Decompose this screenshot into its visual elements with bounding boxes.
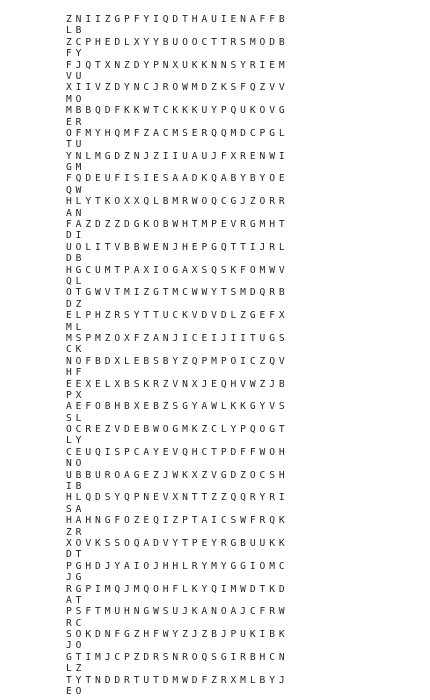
puzzle-row: AN [66,207,86,219]
puzzle-row: JG [66,572,86,584]
puzzle-row: SA [66,503,86,515]
puzzle-row: ZR [66,526,86,538]
puzzle-row: IB [66,481,86,493]
puzzle-row: RGPIMQJMQOHFLKYQIMWDTKD [66,583,289,595]
puzzle-row: LB [66,25,86,37]
puzzle-row: EEXELXBSKRZVNXJEQHVWZJB [66,378,289,390]
puzzle-row: FJQTXNZDYPNXUKKNNSYRIEM [66,59,289,71]
puzzle-row: HF [66,367,86,379]
puzzle-row: QL [66,275,86,287]
puzzle-row: PSFTMUHNGWSUJKANOAJCFRW [66,606,289,618]
puzzle-row: MSPMZOXFZANJICEIJIITUGS [66,332,289,344]
puzzle-row: FY [66,48,86,60]
puzzle-row: MBBQDFKKWTCKKKUYPQUKOVG [66,105,289,117]
puzzle-row: ELPHZRSYTTUCKVDVDLZGEFX [66,310,289,322]
puzzle-row: XOVKSSOQADVYTPEYRGBUUKK [66,537,289,549]
puzzle-row: OCREZVDEBWOGMKZCLYPQOGT [66,424,289,436]
puzzle-row: GM [66,162,86,174]
puzzle-row: RC [66,617,86,629]
puzzle-row: NOFBDXLEBSBYZQPMPOICZQV [66,355,289,367]
puzzle-row: SL [66,412,86,424]
puzzle-row: GTIMJCPZDRSNROQSGIRBHCN [66,651,289,663]
puzzle-row: VU [66,70,86,82]
puzzle-row: HAHNGFOZEQIZPTAICSWFRQK [66,515,289,527]
puzzle-row: DB [66,253,86,265]
puzzle-row: DI [66,230,86,242]
puzzle-row: ML [66,321,86,333]
puzzle-row: AT [66,594,86,606]
puzzle-row: JO [66,640,86,652]
puzzle-row: HLYTKOXXQLBMRWOQCGJZORR [66,196,289,208]
puzzle-row: UOLITVBBWENJHEPGQTTIJRL [66,241,289,253]
puzzle-row: TYTNDDRTUTDMWDFZRXMLBYJ [66,674,289,686]
puzzle-row: UBBUROAGEZJWKXZVGDZOCSH [66,469,289,481]
puzzle-row: QW [66,184,86,196]
puzzle-row: FQDEUFISIESAADKQABYBYOE [66,173,289,185]
puzzle-row: HGCUMTPAXIOGAXSQSKFOMWV [66,264,289,276]
puzzle-row: NO [66,458,86,470]
puzzle-row: OFMYHQMFZACMSERQQMDCPGL [66,127,289,139]
puzzle-row: ZNIIZGPFYIQDTHAUIENAFFB [66,14,289,25]
puzzle-row: FAZDZZDGKOBWHTMPEVRGMHT [66,219,289,231]
puzzle-row: PX [66,389,86,401]
puzzle-row: PGHDJYAIOJHHLRYMYGGIOMC [66,560,289,572]
puzzle-row: TU [66,139,86,151]
puzzle-row: SOKDNFGZHFWYZJZBJPUKIBK [66,629,289,641]
puzzle-row: EO [66,686,86,698]
puzzle-row: HLQDSYQPNEVXNTTZZQQRYRI [66,492,289,504]
puzzle-row: CEUQISPCAYEVQHCTPDFFWOH [66,446,289,458]
puzzle-row: CK [66,344,86,356]
puzzle-row: YNLMGDZNJZIIUAUJFXRENWI [66,150,289,162]
puzzle-row: AEFOBHBXEBZSGYAWLKKGYVS [66,401,289,413]
puzzle-row: MO [66,93,86,105]
word-search-grid [66,14,289,697]
puzzle-row: DT [66,549,86,561]
puzzle-row: DZ [66,298,86,310]
puzzle-row: LY [66,435,86,447]
puzzle-row: XIIVZDYNCJROWMDZKSFQZVV [66,82,289,94]
puzzle-row: OTGWVTMIZGTMCWWYTSMDQRB [66,287,289,299]
puzzle-row: ZCPHEDLXYYBUOOCTTRSMODB [66,36,289,48]
puzzle-row: ER [66,116,86,128]
puzzle-row: LZ [66,663,86,675]
